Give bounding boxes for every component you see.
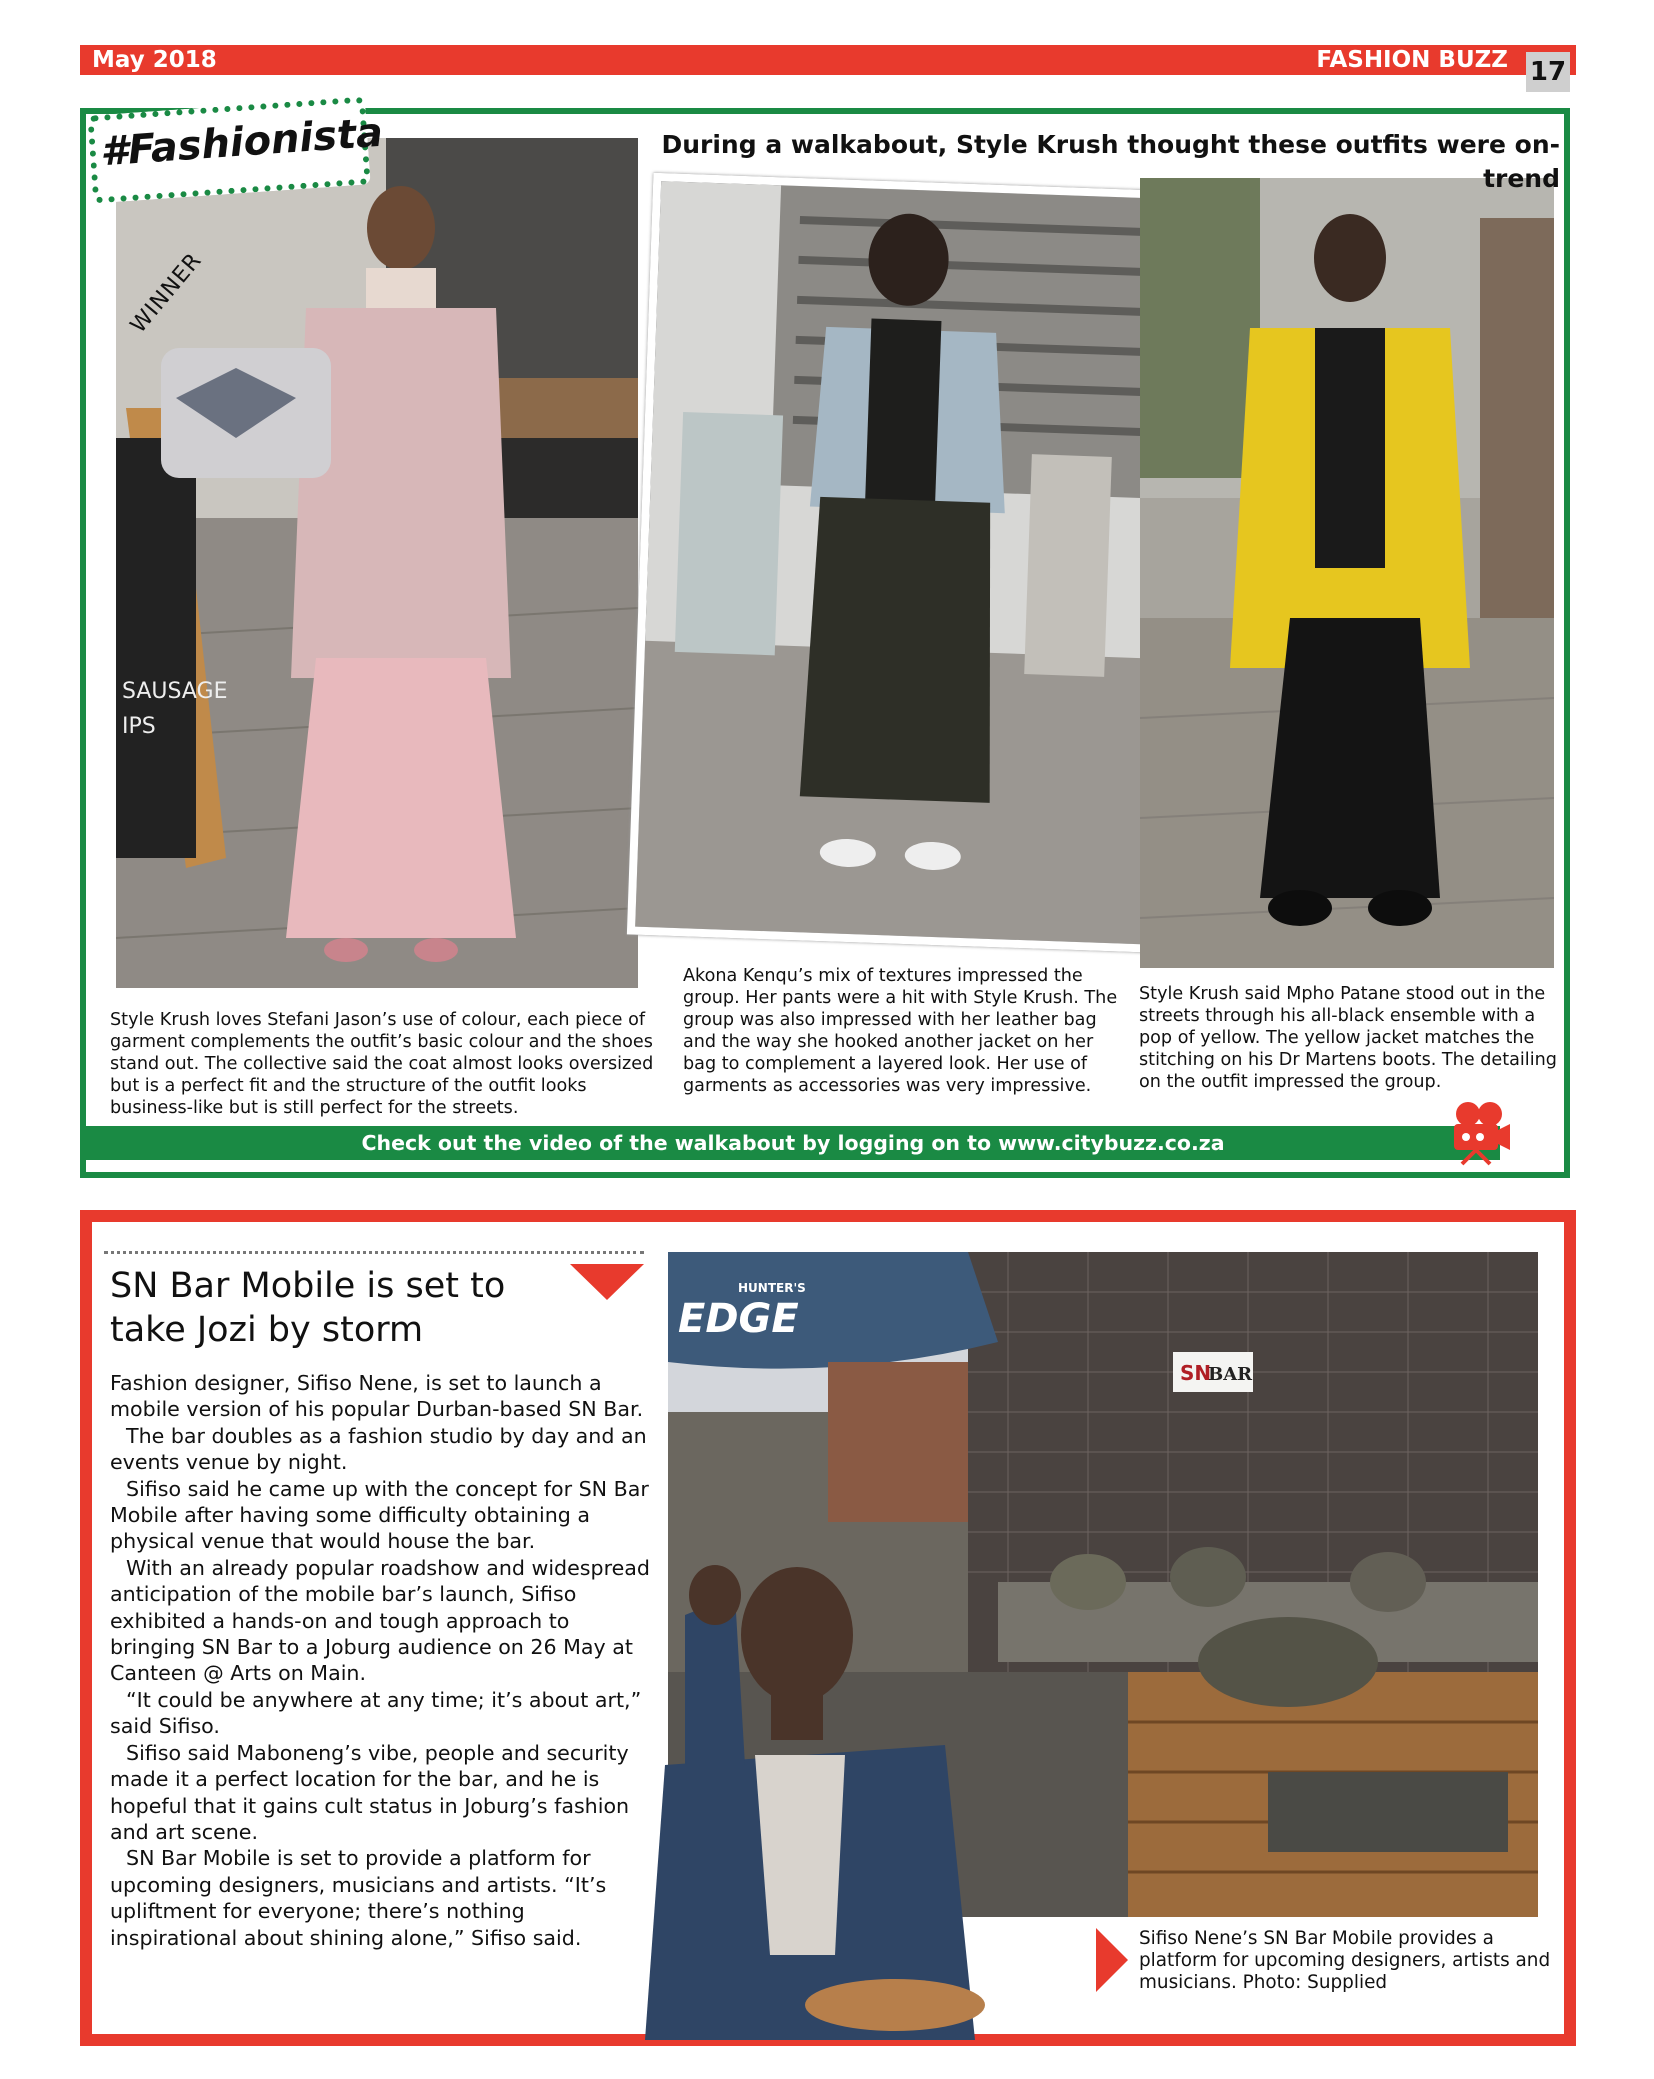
umbrella-small-text: HUNTER'S	[738, 1281, 806, 1295]
article-paragraph: The bar doubles as a fashion studio by day and an events venue by night.	[110, 1423, 647, 1475]
photo-sifiso-nene	[645, 1535, 985, 2040]
snbar-headline: SN Bar Mobile is set to take Jozi by storm	[110, 1266, 506, 1350]
caption-stefani: Style Krush loves Stefani Jason’s use of colour, each piece of garment complements the outfit’s basic colour and the shoes stand out. The collective said the coat almost looks oversized but is a perfect fit and the structure of the outfit looks business-like but is still perfect for the streets.	[110, 1010, 654, 1118]
article-paragraph: Sifiso said Maboneng’s vibe, people and security made it a perfect location for the bar, and he is hopeful that it gains cult status in Joburg’s fashion and art scene.	[110, 1740, 630, 1844]
issue-date: May 2018	[92, 47, 217, 73]
chalkboard-text-2: IPS	[122, 714, 156, 739]
article-paragraph: SN Bar Mobile is set to provide a platform for upcoming designers, musicians and artists. “It’s upliftment for everyone; there’s nothing inspirational about shining alone,” Sifiso said.	[110, 1846, 607, 1950]
article-paragraph: “It could be anywhere at any time; it’s about art,” said Sifiso.	[110, 1687, 642, 1739]
section-name: FASHION BUZZ	[1316, 47, 1508, 73]
video-camera-icon	[1450, 1100, 1512, 1166]
page-number: 17	[1526, 52, 1570, 92]
sign-logo: SN	[1180, 1361, 1212, 1385]
caption-arrow-icon	[1096, 1928, 1128, 1992]
umbrella-text: EDGE	[678, 1296, 799, 1342]
article-paragraph: With an already popular roadshow and widespread anticipation of the mobile bar’s launch, Sifiso exhibited a hands-on and tough approach to bringing SN Bar to a Joburg audience on 26 May at Canteen @ Arts on Main.	[110, 1555, 650, 1686]
winner-label: WINNER	[126, 248, 208, 339]
dotted-rule	[104, 1251, 644, 1254]
video-link-text[interactable]: Check out the video of the walkabout by logging on to www.citybuzz.co.za	[361, 1131, 1225, 1155]
fashionista-tag-text: #Fashionista	[98, 109, 385, 176]
snbar-photo-caption: Sifiso Nene’s SN Bar Mobile provides a platform for upcoming designers, artists and musicians. Photo: Supplied	[1139, 1928, 1551, 1993]
sign-bar-text: BAR	[1208, 1364, 1253, 1385]
caption-akona: Akona Kenqu’s mix of textures impressed the group. Her pants were a hit with Style Krush. The group was also impressed with her leather bag and the way she hooked another jacket on her bag to complement a layered look. Her use of garments as accessories was very impressive.	[683, 966, 1118, 1096]
snbar-article-body	[110, 1370, 650, 1951]
triangle-marker-icon	[570, 1264, 644, 1300]
photo-akona-kenqu	[627, 173, 1193, 953]
chalkboard-text-1: SAUSAGE	[122, 679, 228, 704]
article-paragraph: Fashion designer, Sifiso Nene, is set to launch a mobile version of his popular Durban-based SN Bar.	[110, 1371, 644, 1422]
photo-mpho-patane	[1140, 178, 1554, 968]
caption-mpho: Style Krush said Mpho Patane stood out in the streets through his all-black ensemble with a pop of yellow. The yellow jacket matches the stitching on his Dr Martens boots. The detailing on the outfit impressed the group.	[1139, 984, 1557, 1092]
fashionista-headline: During a walkabout, Style Krush thought these outfits were on-trend	[661, 130, 1560, 193]
article-paragraph: Sifiso said he came up with the concept for SN Bar Mobile after having some difficulty obtaining a physical venue that would house the bar.	[110, 1476, 649, 1554]
